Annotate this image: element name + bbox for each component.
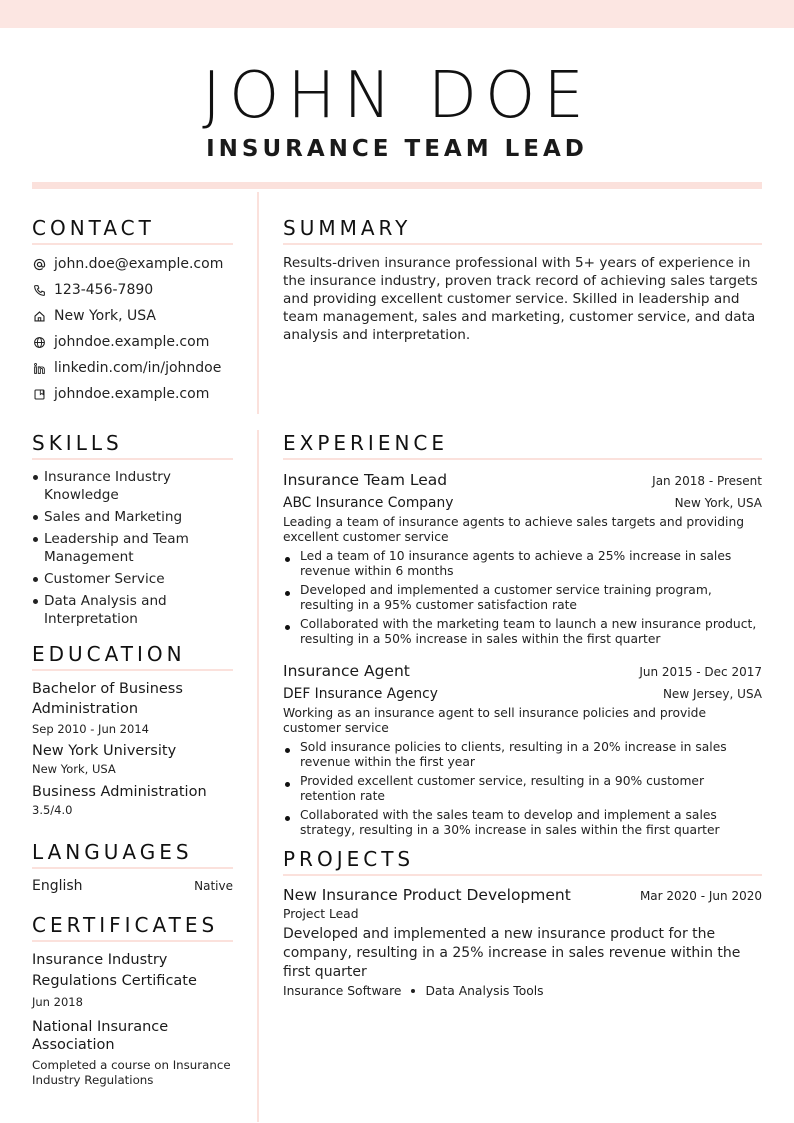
summary-text: Results-driven insurance professional with 5+ years of experience in the insurance industry, proven track record of achieving sales targets and providing excellent customer service. Skilled in leadership and team management, sales and marketing, customer service, and data analysis and interpretation. [283, 255, 758, 343]
job-title: Insurance Team Lead [283, 471, 448, 489]
projects-section [283, 848, 762, 998]
skill-item: Customer Service [32, 570, 233, 588]
portfolio-icon [32, 387, 46, 401]
education-field: Business Administration [32, 784, 207, 800]
candidate-name: JOHN DOE [202, 59, 592, 133]
job-dates: Jun 2015 - Dec 2017 [639, 665, 762, 679]
job-bullet: Collaborated with the marketing team to launch a new insurance product, resulting in a 50% increase in sales within the first quarter [283, 617, 762, 647]
job-bullet: Led a team of 10 insurance agents to achieve a 25% increase in sales revenue within 6 months [283, 549, 762, 579]
contact-phone-text: 123-456-7890 [54, 282, 154, 298]
summary-section [283, 217, 762, 344]
contact-portfolio-text: johndoe.example.com [54, 386, 210, 402]
top-accent-band [0, 0, 794, 28]
job-description: Working as an insurance agent to sell insurance policies and provide customer service [283, 706, 707, 735]
skill-item: Sales and Marketing [32, 508, 233, 526]
contact-heading: CONTACT [32, 217, 233, 245]
job-bullet: Developed and implemented a customer service training program, resulting in a 95% customer satisfaction rate [283, 583, 762, 613]
job-bullet: Sold insurance policies to clients, resulting in a 20% increase in sales revenue within the first year [283, 740, 762, 770]
certificates-section [32, 914, 233, 1088]
experience-heading: EXPERIENCE [283, 432, 762, 460]
project-dates: Mar 2020 - Jun 2020 [639, 889, 762, 903]
skill-item: Leadership and Team Management [32, 530, 233, 566]
contact-website-text: johndoe.example.com [54, 334, 210, 350]
projects-heading: PROJECTS [283, 848, 762, 876]
column-divider-bottom [257, 430, 259, 1122]
education-gpa: 3.5/4.0 [32, 803, 73, 817]
language-level: Native [194, 879, 233, 893]
contact-email[interactable] [32, 251, 233, 277]
job-bullets [283, 549, 762, 647]
education-location: New York, USA [32, 762, 116, 776]
certificates-heading: CERTIFICATES [32, 914, 233, 942]
phone-icon [32, 283, 46, 297]
language-row [32, 878, 233, 894]
project-description: Developed and implemented a new insurance product for the company, resulting in a 25% increase in sales revenue within the first quarter [283, 926, 741, 980]
resume-header [0, 58, 794, 162]
project-role: Project Lead [283, 907, 359, 921]
linkedin-icon [32, 361, 46, 375]
skills-list [32, 468, 233, 628]
project-header-row [283, 886, 762, 904]
project-title: New Insurance Product Development [283, 886, 571, 904]
globe-icon [32, 335, 46, 349]
contact-linkedin-text: linkedin.com/in/johndoe [54, 360, 222, 376]
skill-item: Insurance Industry Knowledge [32, 468, 233, 504]
job-bullet: Provided excellent customer service, resulting in a 90% customer retention rate [283, 774, 762, 804]
experience-section [283, 432, 762, 842]
job-entry [283, 470, 762, 647]
job-location: New Jersey, USA [662, 687, 762, 701]
project-tag: Insurance Software [283, 984, 402, 998]
contact-list [32, 251, 233, 407]
tag-separator [411, 989, 415, 993]
summary-heading: SUMMARY [283, 217, 762, 245]
job-company-row [283, 490, 762, 513]
job-dates: Jan 2018 - Present [652, 474, 762, 488]
job-company: ABC Insurance Company [283, 495, 454, 511]
certificate-name: National Insurance Association [32, 1019, 169, 1053]
candidate-role: INSURANCE TEAM LEAD [206, 136, 588, 162]
education-heading: EDUCATION [32, 643, 233, 671]
skill-item: Data Analysis and Interpretation [32, 592, 233, 628]
contact-email-text: john.doe@example.com [54, 256, 224, 272]
contact-section [32, 217, 233, 407]
at-icon [32, 257, 46, 271]
project-tags [283, 984, 762, 998]
skills-section [32, 432, 233, 632]
education-school: New York University [32, 743, 177, 759]
job-bullets [283, 740, 762, 838]
job-title: Insurance Agent [283, 662, 410, 680]
contact-location-text: New York, USA [54, 308, 156, 324]
job-company-row [283, 681, 762, 704]
contact-portfolio[interactable] [32, 381, 233, 407]
education-section [32, 643, 233, 818]
job-entry [283, 661, 762, 838]
education-dates: Sep 2010 - Jun 2014 [32, 722, 149, 736]
language-name: English [32, 878, 83, 894]
skills-heading: SKILLS [32, 432, 233, 460]
column-divider-top [257, 192, 259, 414]
education-degree: Bachelor of Business Administration [32, 681, 183, 717]
job-header-row [283, 470, 762, 490]
job-location: New York, USA [674, 496, 762, 510]
languages-heading: LANGUAGES [32, 841, 233, 869]
certificate-name: Insurance Industry Regulations Certificate [32, 952, 197, 989]
languages-section [32, 841, 233, 894]
project-tag: Data Analysis Tools [425, 984, 544, 998]
header-divider [32, 182, 762, 189]
home-icon [32, 309, 46, 323]
contact-phone[interactable] [32, 277, 233, 303]
contact-location [32, 303, 233, 329]
contact-website[interactable] [32, 329, 233, 355]
job-header-row [283, 661, 762, 681]
certificate-description: Completed a course on Insurance Industry Regulations [32, 1058, 231, 1087]
job-description: Leading a team of insurance agents to achieve sales targets and providing excellent customer service [283, 515, 745, 544]
certificate-date: Jun 2018 [32, 995, 83, 1009]
contact-linkedin[interactable] [32, 355, 233, 381]
job-company: DEF Insurance Agency [283, 686, 438, 702]
job-bullet: Collaborated with the sales team to develop and implement a sales strategy, resulting in a 30% increase in sales within the first quarter [283, 808, 762, 838]
